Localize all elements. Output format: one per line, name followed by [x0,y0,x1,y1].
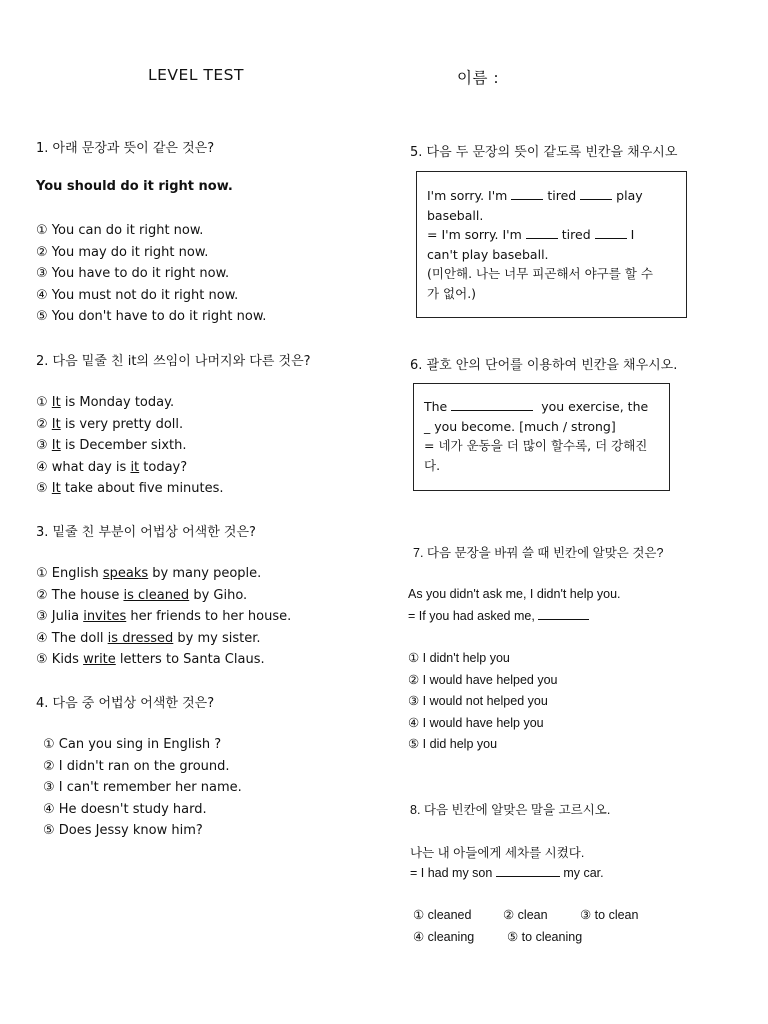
q1-options [36,220,266,328]
q8-sentence-2: = I had my son my car. [410,866,604,880]
q5-line: = I'm sorry. I'm tired I [427,227,635,242]
q7-question: 7. 다음 문장을 바꿔 쓸 때 빈칸에 알맞은 것은? [413,546,664,560]
underlined-word: It [51,438,61,453]
q6-line: _ you become. [much / strong] [424,418,616,434]
q2-options [36,392,224,500]
q6-line: = 네가 운동을 더 많이 할수록, 더 강해진 [424,438,648,453]
q3-option: ② The house is cleaned by Giho. [36,587,248,603]
underlined-word: is cleaned [123,587,190,603]
q5-line: baseball. [427,207,484,223]
underlined-word: It [51,481,61,496]
q5-line: can't play baseball. [427,246,549,262]
q1-option: ① You can do it right now. [36,223,204,238]
q8-option: ④ cleaning [413,930,475,944]
q8-option: ① cleaned [413,908,472,922]
q1-option: ⑤ You don't have to do it right now. [36,309,267,324]
page-title: LEVEL TEST [148,66,244,84]
q6-question: 6. 괄호 안의 단어를 이용하여 빈칸을 채우시오. [410,358,678,373]
q1-question: 1. 아래 문장과 뜻이 같은 것은? [36,141,215,156]
q4-option: ① Can you sing in English ? [43,737,222,752]
q8-option: ② clean [503,908,548,922]
q2-question: 2. 다음 밑줄 친 it의 쓰임이 나머지와 다른 것은? [36,354,311,369]
q1-option: ④ You must not do it right now. [36,287,239,303]
underlined-word: write [83,652,116,667]
q3-option: ④ The doll is dressed by my sister. [36,630,261,646]
q6-box [413,383,670,491]
q8-sentence-1: 나는 내 아들에게 세차를 시켰다. [410,846,585,860]
q2-option: ⑤ It take about five minutes. [36,481,224,496]
q5-box [416,171,687,318]
underlined-word: is dressed [107,630,174,646]
q2-option: ② It is very pretty doll. [36,416,184,432]
q6-box-text [424,397,662,475]
underlined-word: It [51,395,61,410]
underlined-word: invites [83,609,127,624]
q3-option: ③ Julia invites her friends to her house. [36,609,292,624]
q7-option: ② I would have helped you [408,672,558,687]
underlined-word: it [130,459,140,475]
q3-options [36,563,291,671]
name-label: 이름 : [457,69,500,87]
underlined-word: speaks [102,566,149,581]
q7-option: ⑤ I did help you [408,737,498,751]
q5-line: 가 없어.) [427,285,477,301]
q4-options [43,734,242,842]
q8-option: ③ to clean [580,908,639,922]
q3-option: ⑤ Kids write letters to Santa Claus. [36,652,265,667]
q3-question: 3. 밑줄 친 부분이 어법상 어색한 것은? [36,525,256,540]
q2-option: ① It is Monday today. [36,395,175,410]
underlined-word: It [51,416,61,432]
q1-sentence: You should do it right now. [36,179,233,194]
q2-option: ④ what day is it today? [36,459,188,475]
q4-option: ⑤ Does Jessy know him? [43,823,203,838]
q4-option: ③ I can't remember her name. [43,780,242,795]
q7-option: ④ I would have help you [408,715,544,730]
q6-line: The you exercise, the [424,399,649,414]
q7-sentence-1: As you didn't ask me, I didn't help you. [408,587,621,601]
q1-option: ② You may do it right now. [36,244,209,260]
q7-options [408,648,558,756]
q4-option: ② I didn't ran on the ground. [43,758,230,774]
q7-option: ③ I would not helped you [408,694,548,708]
q4-option: ④ He doesn't study hard. [43,801,207,817]
q5-box-text [427,186,679,303]
q5-line: I'm sorry. I'm tired play [427,188,643,203]
q8-question: 8. 다음 빈칸에 알맞은 말을 고르시오. [410,803,611,817]
q5-question: 5. 다음 두 문장의 뜻이 같도록 빈칸을 채우시오 [410,145,678,160]
q2-option: ③ It is December sixth. [36,438,187,453]
q3-option: ① English speaks by many people. [36,566,262,581]
q4-question: 4. 다음 중 어법상 어색한 것은? [36,696,215,711]
q5-line: (미안해. 나는 너무 피곤해서 야구를 할 수 [427,266,653,281]
q8-option: ⑤ to cleaning [507,930,583,944]
q7-sentence-2: = If you had asked me, [408,608,589,623]
q1-option: ③ You have to do it right now. [36,266,230,281]
q6-line: 다. [424,457,441,473]
q7-option: ① I didn't help you [408,651,510,665]
